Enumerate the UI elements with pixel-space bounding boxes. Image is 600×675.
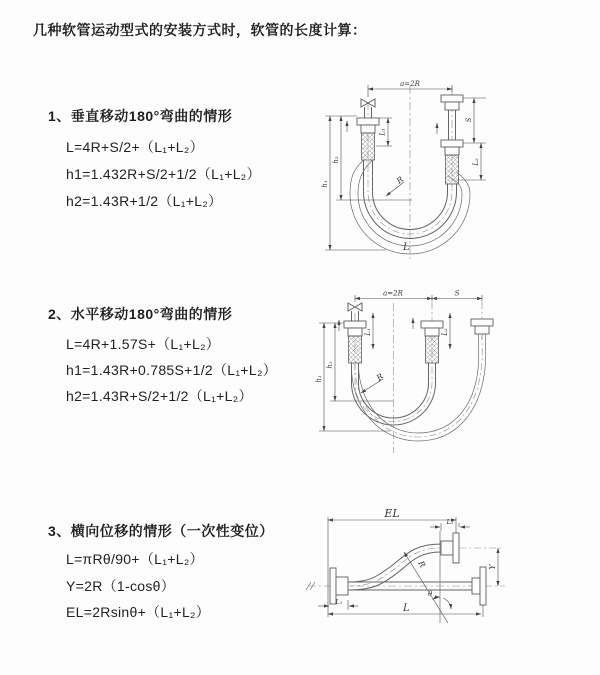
dim-label-l1: L₁ (335, 598, 343, 606)
hose-lower-wall (348, 552, 441, 590)
section-1-formula-h2: h2=1.43R+1/2（L₁+L₂） (66, 193, 223, 209)
section-2-formula-L: L=4R+1.57S+（L₁+L₂） (66, 336, 221, 352)
dim-label-l1: L₁ (364, 328, 372, 336)
section-1-formula-h1: h1=1.432R+S/2+1/2（L₁+L₂） (66, 166, 261, 182)
dim-label-s: S (465, 117, 473, 123)
angle-arc-left (433, 597, 440, 600)
section-1-heading: 1、垂直移动180°弯曲的情形 (48, 108, 233, 124)
right-flange-hub (475, 326, 489, 334)
right-upper-flange-hub (441, 541, 453, 555)
section-2-formula-h2: h2=1.43R+S/2+1/2（L₁+L₂） (66, 388, 253, 404)
right-flange-plate (471, 319, 493, 326)
dim-label-length: L (403, 603, 410, 614)
diagram-lateral-displacement (300, 505, 595, 650)
right-upper-flange-plate (453, 533, 459, 563)
right-lower-flange-plate (441, 140, 463, 147)
dim-label-a2r: a=2R (400, 80, 420, 88)
dim-label-h1: h₁ (315, 375, 323, 383)
section-3-heading: 3、横向位移的情形（一次性变位） (48, 523, 274, 539)
dim-label-length: L (403, 242, 410, 253)
middle-flange-plate (421, 321, 443, 328)
dim-label-s: S (454, 289, 460, 298)
dim-label-radius: R (374, 371, 386, 383)
hose-inner-wall-b (358, 334, 478, 433)
section-3-formula-L: L=πRθ/90+（L₁+L₂） (66, 551, 204, 567)
dim-label-y: Y (488, 564, 497, 570)
dim-label-radius: R (416, 559, 428, 570)
dim-label-h1: h₁ (321, 180, 329, 188)
page-title: 几种软管运动型式的安装方式时，软管的长度计算： (33, 22, 367, 38)
dim-label-l1: L₁ (378, 128, 387, 136)
right-lower-flange-hub (445, 147, 459, 155)
dim-label-a2r: a=2R (383, 289, 403, 298)
section-3-formula-EL: EL=2Rsinθ+（L₁+L₂） (66, 604, 211, 620)
left-braid (362, 133, 375, 160)
middle-braid (426, 336, 439, 363)
left-flange-plate (357, 118, 379, 125)
diagram-horizontal-180-bend (295, 283, 565, 461)
left-flange-plate (344, 321, 366, 328)
middle-flange-hub (425, 328, 439, 336)
dim-label-radius: R (394, 174, 406, 186)
diagram-vertical-180-bend (300, 72, 565, 264)
dim-label-theta: θ (428, 590, 433, 598)
dim-label-l2: L₂ (441, 328, 449, 336)
section-3-formula-Y: Y=2R（1-cosθ） (66, 578, 176, 594)
left-flange-hub (348, 328, 362, 336)
dim-label-el: EL (384, 507, 400, 520)
right-lower-flange-hub (472, 578, 480, 594)
right-braid (446, 155, 459, 184)
valve-icon (348, 303, 362, 311)
dim-label-h2: h₂ (326, 361, 334, 369)
left-braid (349, 336, 362, 363)
section-2-heading: 2、水平移动180°弯曲的情形 (48, 306, 233, 322)
right-lower-flange-plate (480, 567, 486, 605)
angle-arc-right (443, 598, 451, 609)
right-upper-flange-plate (441, 95, 463, 102)
dim-label-h2: h₂ (332, 156, 340, 164)
section-2-formula-h1: h1=1.43R+0.785S+1/2（L₁+L₂） (66, 362, 277, 378)
dim-label-l2: L₂ (446, 518, 454, 526)
section-1-formula-L: L=4R+S/2+（L₁+L₂） (66, 139, 204, 155)
left-flange-hub (336, 577, 348, 595)
left-flange-hub (361, 125, 375, 133)
hose-outer-wall-b (351, 334, 485, 441)
right-upper-flange-hub (445, 102, 459, 110)
dim-label-l2: L₂ (472, 158, 480, 166)
